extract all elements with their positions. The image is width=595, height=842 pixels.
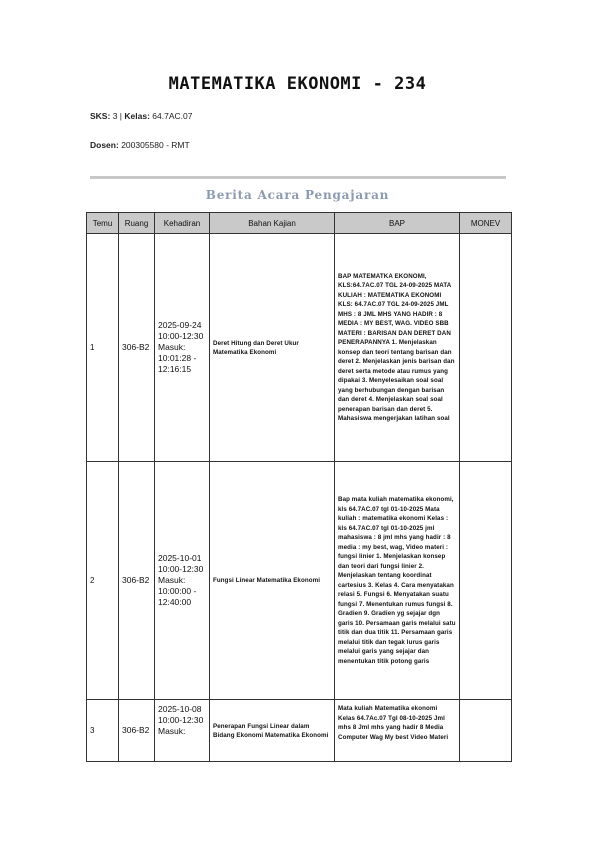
header-bap: BAP — [335, 213, 460, 234]
course-title: MATEMATIKA EKONOMI - 234 — [168, 74, 427, 94]
cell-temu: 2 — [87, 462, 119, 700]
dosen-label: Dosen: — [90, 140, 119, 150]
header-temu: Temu — [87, 213, 119, 234]
sks-value: 3 — [112, 111, 118, 121]
table-row — [87, 700, 512, 762]
table-row — [87, 234, 512, 462]
table-header-row — [87, 213, 512, 234]
cell-bahan-kajian: Fungsi Linear Matematika Ekonomi — [210, 462, 335, 700]
cell-bap: Bap mata kuliah matematika ekonomi, kls 64.7AC.07 tgl 01-10-2025 Mata kuliah : matematika ekonomi Kelas : kls 64.7AC.07 tgl 01-10-2025 jml mahasiswa : 8 jml mhs yang hadir : 8 media : my best, wag, Video materi : fungsi linier 1. Menjelaskan konsep dan teori dari fungsi linier 2. Menjelaskan tentang koordinat cartesius 3. Kelas 4. Cara menyatakan relasi 5. Fungsi 6. Menyatakan suatu fungsi 7. Menentukan rumus fungsi 8. Gradien 9. Gradien yg sejajar dgn garis 10. Persamaan garis melalui satu titik dan dua titik 11. Persamaan garis melalui titik dan tegak lurus garis melalui garis yang sejajar dan menentukan titik potong garis — [335, 462, 460, 700]
cell-monev — [460, 234, 512, 462]
kelas-value: 64.7AC.07 — [152, 111, 193, 121]
cell-monev — [460, 700, 512, 762]
kehadiran-text: 2025-10-08 10:00-12:30 Masuk: — [158, 704, 204, 736]
course-meta — [90, 111, 192, 121]
cell-temu: 1 — [87, 234, 119, 462]
cell-kehadiran: 2025-10-01 10:00-12:30 Masuk: 10:00:00 - 12:40:00 — [155, 462, 210, 700]
header-kehadiran: Kehadiran — [155, 213, 210, 234]
bap-text: Mata kuliah Matematika ekonomi Kelas 64.7Ac.07 Tgl 08-10-2025 Jml mhs 8 Jml mhs yang hadir 8 Media Computer Wag My best Video Materi — [338, 705, 449, 741]
table-row — [87, 462, 512, 700]
cell-ruang: 306-B2 — [119, 462, 155, 700]
bap-table — [86, 212, 512, 762]
lecturer-meta — [90, 140, 190, 150]
cell-bahan-kajian: Deret Hitung dan Deret Ukur Matematika Ekonomi — [210, 234, 335, 462]
cell-monev — [460, 462, 512, 700]
cell-bap — [335, 700, 460, 762]
cell-kehadiran — [155, 700, 210, 762]
section-title: Berita Acara Pengajaran — [205, 188, 390, 202]
divider — [90, 176, 506, 179]
header-ruang: Ruang — [119, 213, 155, 234]
cell-ruang: 306-B2 — [119, 234, 155, 462]
cell-temu: 3 — [87, 700, 119, 762]
cell-bahan-kajian: Penerapan Fungsi Linear dalam Bidang Ekonomi Matematika Ekonomi — [210, 700, 335, 762]
sks-label: SKS: — [90, 111, 111, 121]
meta-separator: | — [119, 111, 123, 121]
kelas-label: Kelas: — [124, 111, 150, 121]
header-monev: MONEV — [460, 213, 512, 234]
cell-kehadiran: 2025-09-24 10:00-12:30 Masuk: 10:01:28 - 12:16:15 — [155, 234, 210, 462]
cell-ruang: 306-B2 — [119, 700, 155, 762]
header-bahan-kajian: Bahan Kajian — [210, 213, 335, 234]
dosen-value: 200305580 - RMT — [121, 140, 190, 150]
cell-bap: BAP MATEMATKA EKONOMI, KLS:64.7AC.07 TGL 24-09-2025 MATA KULIAH : MATEMATIKA EKONOMI KLS: 64.7AC.07 TGL 24-09-2025 JML MHS : 8 JML MHS YANG HADIR : 8 MEDIA : MY BEST, WAG. VIDEO SBB MATERI : BARISAN DAN DERET DAN PENERAPANNYA 1. Menjelaskan konsep dan teori tentang barisan dan deret 2. Menjelaskan jenis barisan dan deret serta metode atau rumus yang dipakai 3. Menyelesaikan soal soal yang berhubungan dengan barisan dan deret 4. Menjelaskan soal soal penerapan barisan dan deret 5. Mahasiswa mengerjakan latihan soal — [335, 234, 460, 462]
